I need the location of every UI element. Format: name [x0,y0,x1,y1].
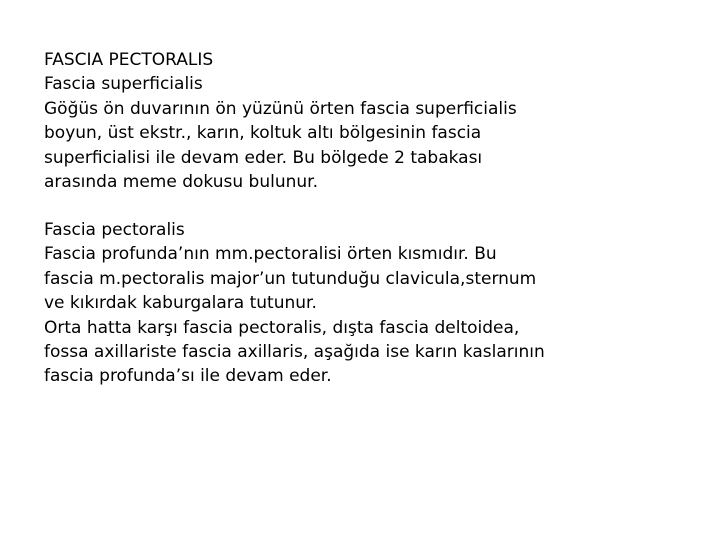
text-line: fascia profunda’sı ile devam eder. [44,366,332,387]
subheading-fascia-superficialis: Fascia superficialis [44,74,203,95]
text-line: boyun, üst ekstr., karın, koltuk altı bölgesinin fascia [44,123,482,144]
text-line: fascia m.pectoralis major’un tutunduğu clavicula,sternum [44,268,537,289]
text-line: Orta hatta karşı fascia pectoralis, dışta fascia deltoidea, [44,317,520,338]
text-block-superficialis [44,48,684,194]
subheading-fascia-pectoralis: Fascia pectoralis [44,220,185,240]
text-line: Fascia profunda’nın mm.pectoralisi örten kısmıdır. Bu [44,244,497,265]
text-block-pectoralis [44,218,684,389]
text-line: ve kıkırdak kaburgalara tutunur. [44,293,317,314]
text-line: arasında meme dokusu bulunur. [44,172,319,193]
text-line: Göğüs ön duvarının ön yüzünü örten fascia superficialis [44,98,517,119]
text-line: fossa axillariste fascia axillaris, aşağıda ise karın kaslarının [44,342,545,363]
heading-fascia-pectoralis: FASCIA PECTORALIS [44,50,214,70]
text-line: superficialisi ile devam eder. Bu bölgede 2 tabakası [44,147,483,168]
